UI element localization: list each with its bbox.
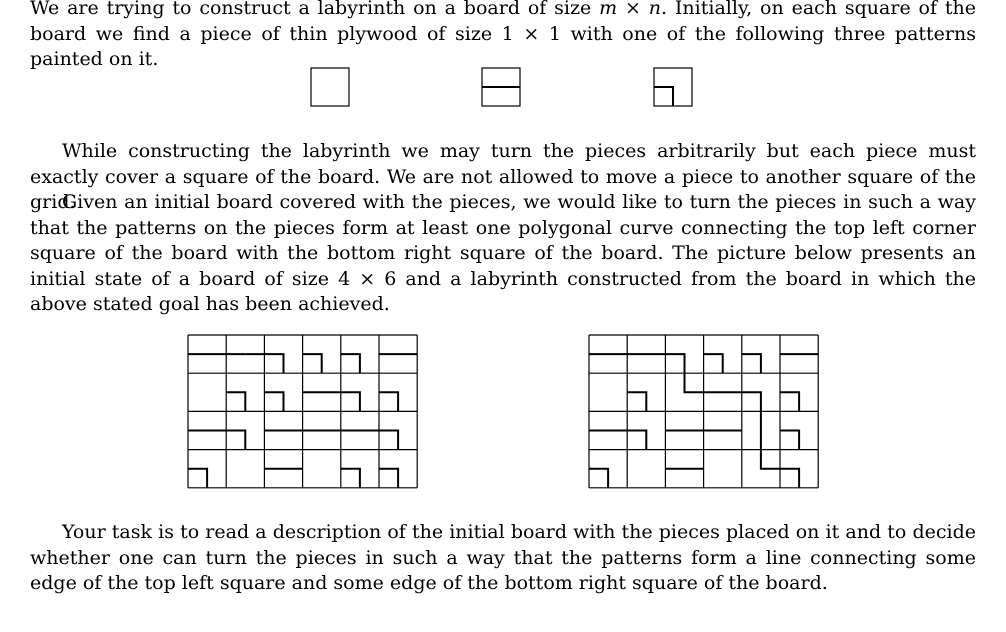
goal-paragraph: Given an initial board covered with the pieces, we would like to turn the pieces in such a way that the patterns on the pieces form at least one polygonal curve connecting the top left corner square of the board with the bottom right square of the board. The picture below presents an initial state of a board of size 4 × 6 and a labyrinth constructed from the board in which the above stated goal has been achieved. bbox=[30, 191, 976, 315]
pattern-line bbox=[341, 354, 360, 373]
pattern-line bbox=[264, 431, 398, 450]
pattern-line bbox=[780, 392, 799, 411]
pattern-line bbox=[379, 392, 398, 411]
pattern-line bbox=[188, 431, 245, 450]
pattern-empty bbox=[311, 68, 349, 106]
pattern-line bbox=[742, 354, 761, 373]
pattern-line bbox=[264, 392, 283, 411]
math-m: m bbox=[599, 0, 618, 19]
intro-paragraph: We are trying to construct a labyrinth on a board of size m × n. Initially, on each square of the board we find a piece of thin plywood of size 1 × 1 with one of the following three patterns painted on it. bbox=[30, 0, 976, 73]
solved-board bbox=[588, 334, 821, 490]
initial-board bbox=[187, 334, 419, 490]
pattern-straight bbox=[482, 68, 520, 106]
pattern-line bbox=[780, 431, 799, 450]
math-n: n bbox=[648, 0, 662, 19]
pattern-line bbox=[589, 431, 646, 450]
pattern-line bbox=[704, 354, 723, 373]
pattern-corner bbox=[654, 68, 692, 106]
pattern-line bbox=[226, 392, 245, 411]
pattern-line bbox=[627, 392, 646, 411]
task-paragraph: Your task is to read a description of the initial board with the pieces placed on it and to decide whether one can turn the pieces in such a way that the patterns form a line connecting some edge of the top left square and some edge of the bottom right square of the board. bbox=[30, 521, 976, 594]
rotation-paragraph: While constructing the labyrinth we may turn the pieces arbitrarily but each piece must exactly cover a square of the board. We are not allowed to move a piece to another square of the grid. bbox=[30, 140, 976, 213]
pattern-line bbox=[303, 354, 322, 373]
pattern-line bbox=[188, 469, 207, 488]
pattern-line bbox=[379, 469, 398, 488]
pattern-line bbox=[589, 469, 608, 488]
pattern-pieces bbox=[300, 62, 710, 114]
pattern-line bbox=[341, 469, 360, 488]
pattern-line bbox=[303, 392, 360, 411]
